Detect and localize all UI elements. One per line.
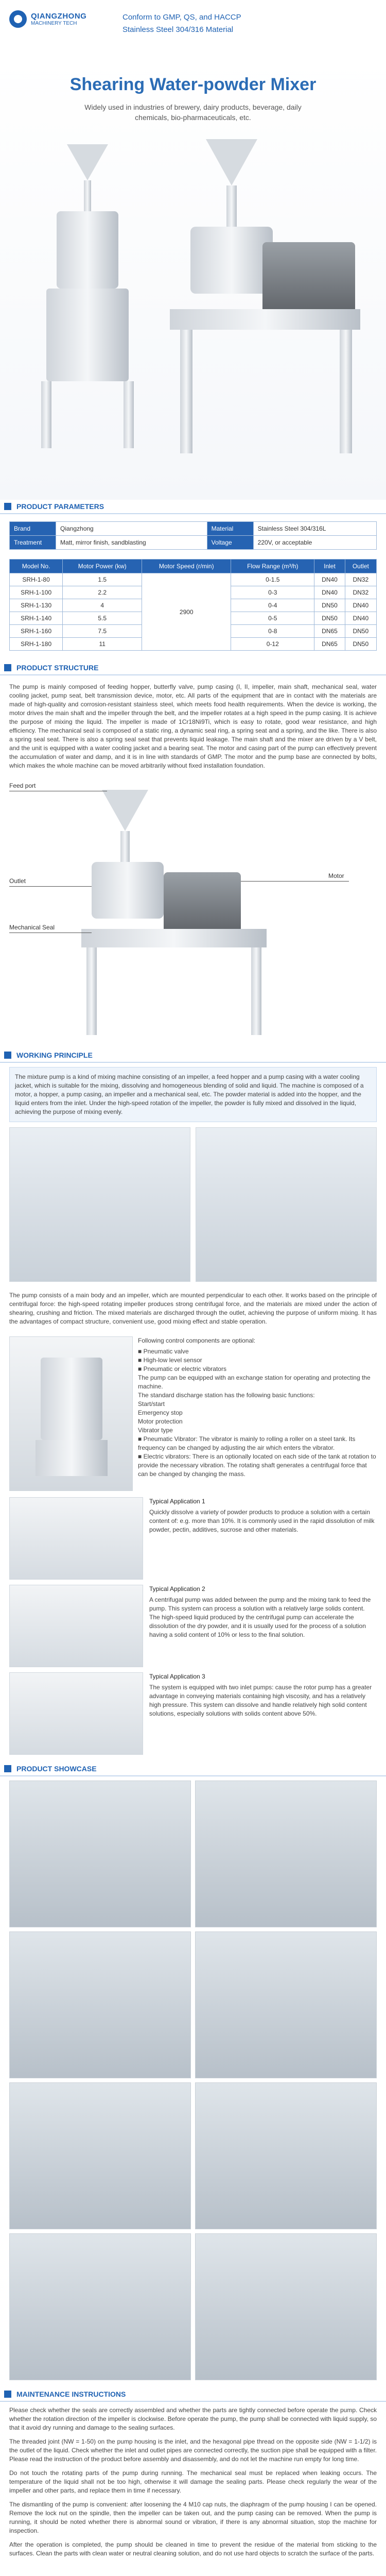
label-feed-port: Feed port [9, 782, 36, 789]
section-title: MAINTENANCE INSTRUCTIONS [16, 2390, 126, 2398]
spec-cell: SRH-1-100 [10, 586, 63, 599]
showcase-photo[interactable] [195, 1931, 377, 2078]
structure-diagram [9, 774, 377, 1042]
section-header-principle [0, 1048, 386, 1063]
spec-cell: 1.5 [63, 573, 142, 586]
brand-logo[interactable] [9, 10, 97, 28]
component-item: Motor protection [138, 1418, 183, 1425]
spec-header-cell: Outlet [345, 560, 376, 573]
typical-application-1 [9, 1497, 377, 1580]
spec-cell: SRH-1-160 [10, 625, 63, 638]
application-1-image [9, 1497, 143, 1580]
principle-photos [9, 1127, 377, 1282]
spec-header-cell: Flow Range (m³/h) [231, 560, 314, 573]
spec-header-cell: Motor Power (kw) [63, 560, 142, 573]
section-header-structure [0, 661, 386, 675]
maintenance-paragraph: The threaded joint (NW = 1-50) on the pump housing is the inlet, and the hexagonal pipe thread on the opposite side (NW = 1-1/2) is the outlet of the liquid. Check whether the inlet and outlet pipes are connected correctly, the suction pipe shall be equipped with a filter. Please read the instruction of the product before assembly and disassembly, and do not let the machine run empty for long time. [9, 2438, 377, 2463]
spec-cell: DN65 [314, 638, 345, 651]
application-3-text: The system is equipped with two inlet pumps: cause the rotor pump has a greater advantage in conveying materials containing high viscosity, and has a relatively high pressure. This system can dissolve and handle relatively high solid content solutions, especially solutions with solids content above 50%. [149, 1684, 372, 1717]
brand-sub: MACHINERY TECH [31, 21, 77, 26]
section-header-showcase [0, 1762, 386, 1776]
structure-text: The pump is mainly composed of feeding hopper, butterfly valve, pump casing (I, II, impeller, main shaft, mechanical seal, water cooling jacket, pump seat, belt transmission device, motor, etc. All parts of the equipment that are in contact with the materials are made of high-quality and corrosion-resistant stainless steel, which meets food health requirements. When the device is working, the motor drives the main shaft and the impeller through the belt, and the impeller rotates at a high speed in the pump casing. It is achieve the purpose of mixing the liquid. The impeller is made of 1Cr18Ni9Ti, which is easy to rotate, good wear resistance, and high efficiency. The mechanical seal is composed of a static ring, a dynamic seal ring, a spring seat and a spring, and the like. There is also a spring seal seat. There is also a spring seal seat that prevents liquid leakage. The main shaft and the mixer are driven by a V belt, and the unit is equipped with a water cooling jacket and a bearing seat. The motor and casing part of the pump can effectively prevent the accumulation of water and damp, and it is in line with standards of GMP. The motor and the pump base are connected by bolts, which makes the whole machine can be moved arbitrarily without fixed installation foundation. [9, 683, 377, 769]
value-treatment: Matt, mirror finish, sandblasting [56, 536, 207, 550]
spec-cell: SRH-1-180 [10, 638, 63, 651]
component-item: ■ Pneumatic Vibrator: The vibrator is mainly to rolling a roller on a steel tank. Its frequency can be changed by adjusting the air which enters the vibrator. [138, 1435, 356, 1451]
label-brand: Brand [10, 522, 56, 536]
spec-cell: 0-3 [231, 586, 314, 599]
spec-cell: 2.2 [63, 586, 142, 599]
value-material: Stainless Steel 304/316L [253, 522, 376, 536]
product-subtitle [0, 102, 386, 123]
showcase-photo[interactable] [195, 2082, 377, 2229]
table-row [10, 573, 377, 586]
application-3-title: Typical Application 3 [149, 1673, 205, 1680]
product-banner [0, 57, 386, 500]
label-treatment: Treatment [10, 536, 56, 550]
pump-casing-photo [196, 1127, 377, 1282]
label-mechanical-seal: Mechanical Seal [9, 924, 55, 931]
logo-icon [9, 10, 27, 28]
product-title: Shearing Water-powder Mixer [69, 75, 317, 94]
component-item: Vibrator type [138, 1427, 173, 1434]
component-item: The pump can be equipped with an exchange station for operating and protecting the machine. [138, 1374, 371, 1390]
showcase-photo[interactable] [9, 2082, 191, 2229]
spec-cell: DN50 [314, 612, 345, 625]
spec-cell: DN65 [314, 625, 345, 638]
showcase-photo[interactable] [9, 1931, 191, 2078]
value-brand: Qiangzhong [56, 522, 207, 536]
application-2-text: A centrifugal pump was added between the pump and the mixing tank to feed the pump. This system can process a solution with a relatively large solids content. The high-speed liquid produced by the centrifugal pump can accelerate the dissolution of the dry powder, and it is usually used for the process of a solution having a solid content of 10% or less to the final solution. [149, 1596, 371, 1638]
spec-header-cell: Motor Speed (r/min) [142, 560, 231, 573]
spec-cell: DN50 [345, 625, 376, 638]
application-2-title: Typical Application 2 [149, 1585, 205, 1592]
section-header-maintenance [0, 2387, 386, 2402]
spec-cell: 7.5 [63, 625, 142, 638]
header-line-2: Stainless Steel 304/316 Material [122, 25, 234, 34]
components-list [138, 1347, 377, 1479]
spec-cell: DN32 [345, 586, 376, 599]
showcase-photo[interactable] [9, 1781, 191, 1927]
control-station-image [9, 1336, 133, 1491]
mixer-image-right [170, 139, 365, 469]
maintenance-paragraph: Do not touch the rotating parts of the pump during running. The mechanical seal must be replaced when leaking occurs. The temperature of the liquid shall not be too high, otherwise it will damage the sealing parts. Please check regularly the wear of the impeller and other parts, and replace them in time if necessary. [9, 2469, 377, 2494]
spec-cell: SRH-1-140 [10, 612, 63, 625]
mixer-image-left [36, 144, 170, 464]
section-marker-icon [4, 1052, 11, 1059]
spec-cell: 2900 [142, 573, 231, 651]
maintenance-paragraph: After the operation is completed, the pump should be cleaned in time to prevent the residue of the material from sticking to the surfaces. Clean the parts with clean water or neutral cleaning solution, and do not use hard objects to scratch the surface of the parts. [9, 2541, 377, 2557]
principle-body: The pump consists of a main body and an impeller, which are mounted perpendicular to each other. It works based on the principle of centrifugal force: the high-speed rotating impeller produces strong centrifugal force, and the materials are mixed under the action of shearing, crushing and friction. The mixed materials are discharged through the outlet, achieving the purpose of uniform mixing. It has the advantages of compact structure, convenient use, good mixing effect and stable operation. [9, 1292, 377, 1325]
section-title: WORKING PRINCIPLE [16, 1051, 93, 1059]
header-line-1: Conform to GMP, QS, and HACCP [122, 13, 241, 22]
spec-header-cell: Model No. [10, 560, 63, 573]
section-marker-icon [4, 664, 11, 671]
parameters-section [0, 517, 386, 655]
components-title: Following control components are optional: [138, 1337, 256, 1344]
section-marker-icon [4, 503, 11, 510]
application-2-image [9, 1585, 143, 1667]
section-header-parameters [0, 500, 386, 514]
spec-cell: 4 [63, 599, 142, 612]
spec-cell: SRH-1-80 [10, 573, 63, 586]
showcase-photo[interactable] [9, 2233, 191, 2380]
spec-cell: 0-5 [231, 612, 314, 625]
spec-table [9, 559, 377, 651]
maintenance-paragraph: The dismantling of the pump is convenient: after loosening the 4 M10 cap nuts, the diaphragm of the pump housing I can be opened. Remove the lock nut on the spindle, then the impeller can be taken out, and the pump casing can be removed. When the pump is running, it should be noted whether there is abnormal sound or vibration, if there is any abnormal situation, stop the machine for inspection. [9, 2501, 377, 2534]
showcase-gallery [9, 1781, 377, 2380]
maintenance-text [9, 2406, 377, 2558]
basic-info-table [9, 521, 377, 550]
maintenance-paragraph: Please check whether the seals are correctly assembled and whether the parts are tightly connected before operate the pump. Check whether the rotation direction of the impeller is clockwise. Before operate the pump, the pump shall be connected with liquid supply, so that it avoid dry running and damage to the sealing surfaces. [9, 2406, 377, 2431]
label-motor: Motor [328, 872, 344, 879]
spec-cell: 0-12 [231, 638, 314, 651]
spec-cell: 0-4 [231, 599, 314, 612]
spec-cell: 0-1.5 [231, 573, 314, 586]
spec-cell: DN32 [345, 573, 376, 586]
section-marker-icon [4, 2391, 11, 2398]
application-1-text: Quickly dissolve a variety of powder products to produce a solution with a certain content of: e.g. more than 10%. It is commonly used in the rapid dissolution of milk powder, pectin, additives, sucrose and other materials. [149, 1509, 375, 1533]
component-item: ■ Pneumatic or electric vibrators [138, 1365, 226, 1372]
spec-cell: DN40 [345, 612, 376, 625]
component-item: Emergency stop [138, 1409, 183, 1416]
section-title: PRODUCT PARAMETERS [16, 502, 104, 511]
principle-intro: The mixture pump is a kind of mixing machine consisting of an impeller, a feed hopper and a pump casing with a water cooling jacket, which is suitable for the mixing, dissolving and homogeneous blending of solid and liquid. The machine is composed of a motor, a hopper, a pump casing, an impeller and a mechanical seal, etc. The powder material is added into the hopper, and the liquid enters from the inlet. Under the high-speed rotation of the impeller, the powder is fully mixed and dissolved in the liquid, achieving the purpose of mixing evenly. [9, 1067, 377, 1122]
spec-cell: 11 [63, 638, 142, 651]
section-title: PRODUCT SHOWCASE [16, 1765, 97, 1773]
component-item: ■ Electric vibrators: There is an optionally located on each side of the tank at rotation to provide the necessary vibration. The rotating shaft generates a centrifugal force that can be changed by changing the mass. [138, 1453, 376, 1478]
components-block [9, 1336, 377, 1491]
application-3-image [9, 1672, 143, 1755]
spec-cell: DN40 [345, 599, 376, 612]
value-voltage: 220V, or acceptable [253, 536, 376, 550]
showcase-photo[interactable] [195, 2233, 377, 2380]
section-marker-icon [4, 1765, 11, 1772]
section-title: PRODUCT STRUCTURE [16, 664, 99, 672]
label-outlet: Outlet [9, 877, 26, 885]
brand-name: QIANGZHONG [31, 12, 87, 21]
page-header [0, 0, 386, 57]
subtitle-line-2: chemicals, bio-pharmaceuticals, etc. [135, 113, 251, 122]
spec-cell: DN40 [314, 586, 345, 599]
component-item: ■ Pneumatic valve [138, 1348, 189, 1355]
spec-header-cell: Inlet [314, 560, 345, 573]
component-item: ■ High-low level sensor [138, 1357, 202, 1364]
label-material: Material [207, 522, 253, 536]
showcase-photo[interactable] [195, 1781, 377, 1927]
impeller-photo [9, 1127, 190, 1282]
spec-cell: DN50 [314, 599, 345, 612]
label-voltage: Voltage [207, 536, 253, 550]
spec-cell: SRH-1-130 [10, 599, 63, 612]
spec-cell: DN50 [345, 638, 376, 651]
typical-application-2 [9, 1585, 377, 1667]
component-item: Start/start [138, 1400, 165, 1408]
typical-application-3 [9, 1672, 377, 1755]
spec-cell: 5.5 [63, 612, 142, 625]
spec-cell: DN40 [314, 573, 345, 586]
subtitle-line-1: Widely used in industries of brewery, dairy products, beverage, daily [84, 103, 302, 111]
component-item: The standard discharge station has the following basic functions: [138, 1392, 315, 1399]
application-1-title: Typical Application 1 [149, 1498, 205, 1505]
spec-cell: 0-8 [231, 625, 314, 638]
